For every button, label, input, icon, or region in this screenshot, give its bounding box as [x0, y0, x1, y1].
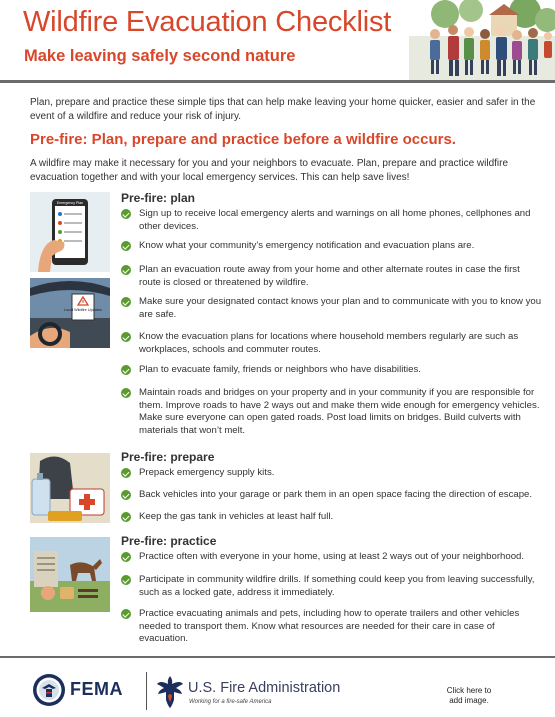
page-subtitle: Make leaving safely second nature	[24, 47, 296, 65]
car-road-sign-icon	[30, 278, 110, 348]
list-item: Participate in community wildfire drills. If something could keep you from leaving successfully, such as a locked gate, address it immediately.	[121, 574, 543, 599]
list-item: Keep the gas tank in vehicles at least half full.	[121, 511, 543, 524]
header	[0, 0, 555, 80]
intro-paragraph: Plan, prepare and practice these simple tips that can help make leaving your home quicker, easier and safer in the event of a wildfire and reduce your risk of injury.	[30, 97, 536, 122]
farm-animals-trailer-icon	[30, 537, 110, 612]
add-image-placeholder[interactable]: Click here to add image.	[446, 686, 492, 705]
checkmark-icon	[121, 241, 131, 251]
community-illustration-icon	[405, 0, 555, 80]
plan-section-title: Pre-fire: plan	[121, 191, 196, 205]
emergency-supply-kit-icon	[30, 453, 110, 523]
road-sign-label: Local Wildfire Updates	[64, 308, 102, 312]
header-divider	[0, 80, 555, 83]
checkmark-icon	[121, 552, 131, 562]
section-heading: Pre-fire: Plan, prepare and practice before a wildfire occurs.	[30, 131, 456, 148]
checkmark-icon	[121, 209, 131, 219]
phone-plan-label: Emergency Plan	[56, 201, 84, 205]
practice-section-title: Pre-fire: practice	[121, 534, 217, 548]
list-item: Prepack emergency supply kits.	[121, 467, 543, 480]
checkmark-icon	[121, 332, 131, 342]
page-title: Wildfire Evacuation Checklist	[23, 6, 392, 38]
footer-divider	[0, 656, 555, 658]
checkmark-icon	[121, 265, 131, 275]
list-item: Make sure your designated contact knows your plan and to communicate with you to know you are safe.	[121, 296, 543, 321]
list-item: Back vehicles into your garage or park them in an open space facing the direction of escape.	[121, 489, 543, 502]
checkmark-icon	[121, 609, 131, 619]
list-item: Sign up to receive local emergency alerts and warnings on all home phones, cellphones and other devices.	[121, 208, 543, 233]
usfa-tagline: Working for a fire-safe America	[189, 699, 272, 705]
checkmark-icon	[121, 468, 131, 478]
checkmark-icon	[121, 512, 131, 522]
prepare-section-title: Pre-fire: prepare	[121, 450, 215, 464]
list-item: Plan to evacuate family, friends or neighbors who have disabilities.	[121, 364, 543, 377]
fema-logo-text: FEMA	[70, 679, 123, 699]
checkmark-icon	[121, 575, 131, 585]
usfa-name: U.S. Fire Administration	[188, 680, 341, 696]
list-item: Practice evacuating animals and pets, including how to operate trailers and other vehicles needed to transport them. Know what resources are needed for their care in case of evacuation.	[121, 608, 543, 646]
lead-paragraph: A wildfire may make it necessary for you and your neighbors to evacuate. Plan, prepare and practice wildfire evacuation together and with your local emergency services. This can help save lives!	[30, 158, 509, 183]
footer-separator	[146, 672, 147, 710]
checkmark-icon	[121, 297, 131, 307]
list-item: Plan an evacuation route away from your home and other alternate routes in case the first route is closed or threatened by wildfire.	[121, 264, 543, 289]
list-item: Practice often with everyone in your home, using at least 2 ways out of your neighborhood.	[121, 551, 543, 564]
checkmark-icon	[121, 490, 131, 500]
phone-emergency-plan-icon	[30, 192, 110, 272]
list-item: Know the evacuation plans for locations where household members regularly are such as workplaces, schools and commuter routes.	[121, 331, 543, 356]
list-item: Know what your community’s emergency notification and evacuation plans are.	[121, 240, 543, 253]
list-item: Maintain roads and bridges on your property and in your community if you are responsible for them. Improve roads to have 2 ways out and make them wide enough for emergency vehicles. Make sure everyone can open gated roads. Post load limits on bridges. Build culverts with materials that won’t melt.	[121, 387, 543, 437]
checkmark-icon	[121, 388, 131, 398]
dhs-seal-icon	[32, 673, 66, 707]
usfa-eagle-icon	[156, 672, 184, 710]
checkmark-icon	[121, 365, 131, 375]
